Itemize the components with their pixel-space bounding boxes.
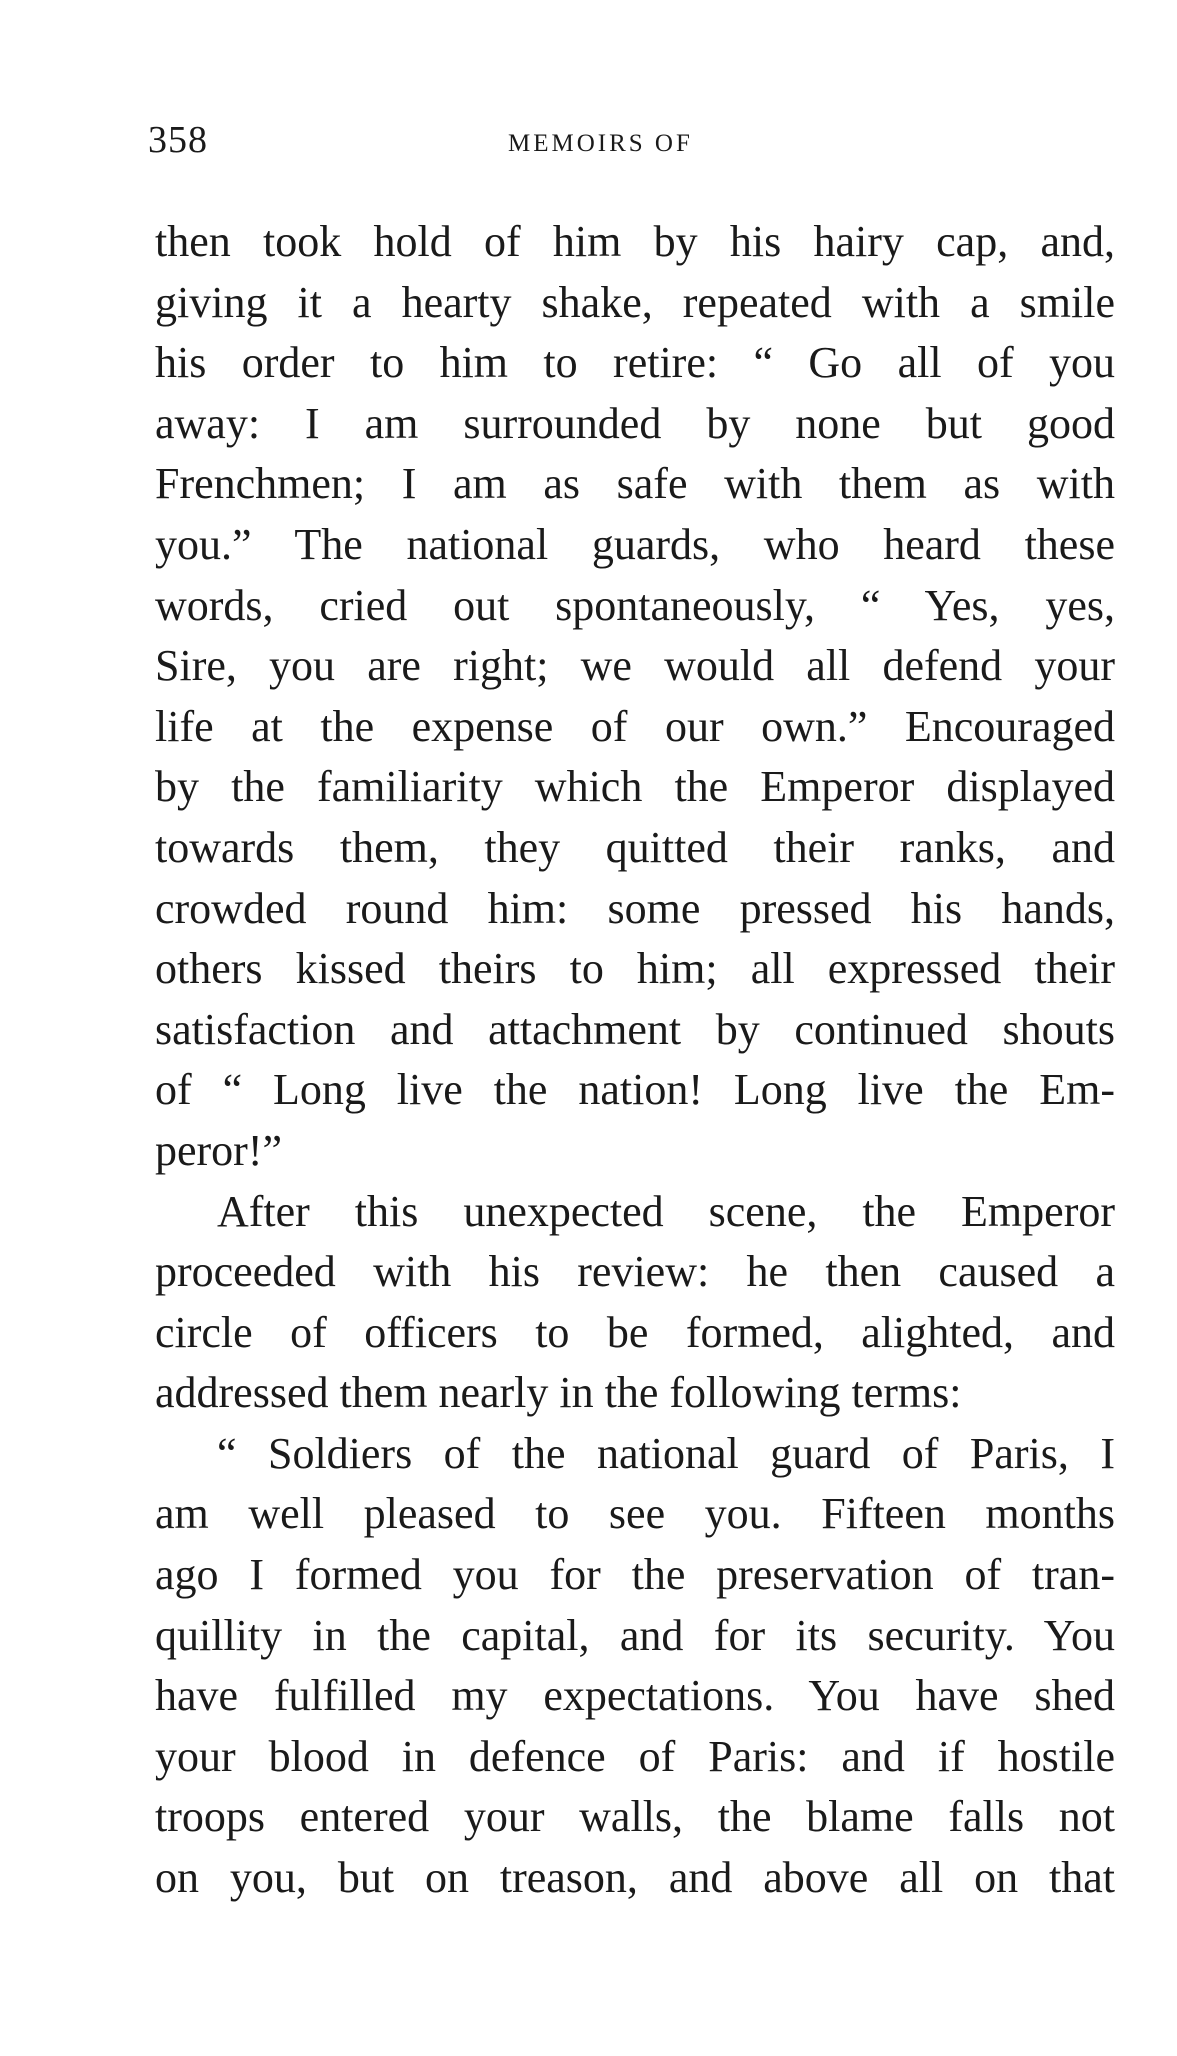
text-line: his order to him to retire: “ Go all of you bbox=[155, 338, 1115, 388]
text-line: Frenchmen; I am as safe with them as with bbox=[155, 459, 1115, 509]
text-line: giving it a hearty shake, repeated with a smile bbox=[155, 277, 1115, 327]
text-line: am well pleased to see you. Fifteen months bbox=[155, 1489, 1115, 1539]
page-number: 358 bbox=[148, 119, 208, 161]
text-line: troops entered your walls, the blame falls not bbox=[155, 1792, 1115, 1842]
text-line: proceeded with his review: he then caused a bbox=[155, 1247, 1115, 1297]
text-line: away: I am surrounded by none but good bbox=[155, 398, 1115, 448]
text-line: towards them, they quitted their ranks, and bbox=[155, 822, 1115, 872]
text-line: words, cried out spontaneously, “ Yes, yes, bbox=[155, 580, 1115, 630]
text-line: have fulfilled my expectations. You have shed bbox=[155, 1671, 1115, 1721]
text-line: life at the expense of our own.” Encouraged bbox=[155, 701, 1115, 751]
text-line: addressed them nearly in the following terms: bbox=[155, 1368, 962, 1418]
text-line: quillity in the capital, and for its security. You bbox=[155, 1610, 1115, 1660]
text-line: peror!” bbox=[155, 1125, 283, 1175]
text-line: your blood in defence of Paris: and if hostile bbox=[155, 1731, 1115, 1781]
text-line: of “ Long live the nation! Long live the Em- bbox=[155, 1065, 1115, 1115]
text-line: satisfaction and attachment by continued shouts bbox=[155, 1004, 1115, 1054]
text-line: you.” The national guards, who heard these bbox=[155, 519, 1115, 569]
text-line: circle of officers to be formed, alighted, and bbox=[155, 1307, 1115, 1357]
text-line: crowded round him: some pressed his hands, bbox=[155, 883, 1115, 933]
text-line: by the familiarity which the Emperor displayed bbox=[155, 762, 1115, 812]
text-line: After this unexpected scene, the Emperor bbox=[217, 1186, 1115, 1236]
body-text bbox=[155, 212, 1115, 1909]
text-line: others kissed theirs to him; all expressed their bbox=[155, 944, 1115, 994]
text-line: ago I formed you for the preservation of tran- bbox=[155, 1550, 1115, 1600]
running-head: MEMOIRS OF bbox=[508, 130, 693, 157]
text-line: then took hold of him by his hairy cap, and, bbox=[155, 217, 1115, 266]
text-line: on you, but on treason, and above all on that bbox=[155, 1853, 1115, 1903]
page-header bbox=[148, 118, 1108, 168]
text-line: “ Soldiers of the national guard of Paris, I bbox=[217, 1428, 1115, 1478]
text-line: Sire, you are right; we would all defend your bbox=[155, 641, 1115, 691]
